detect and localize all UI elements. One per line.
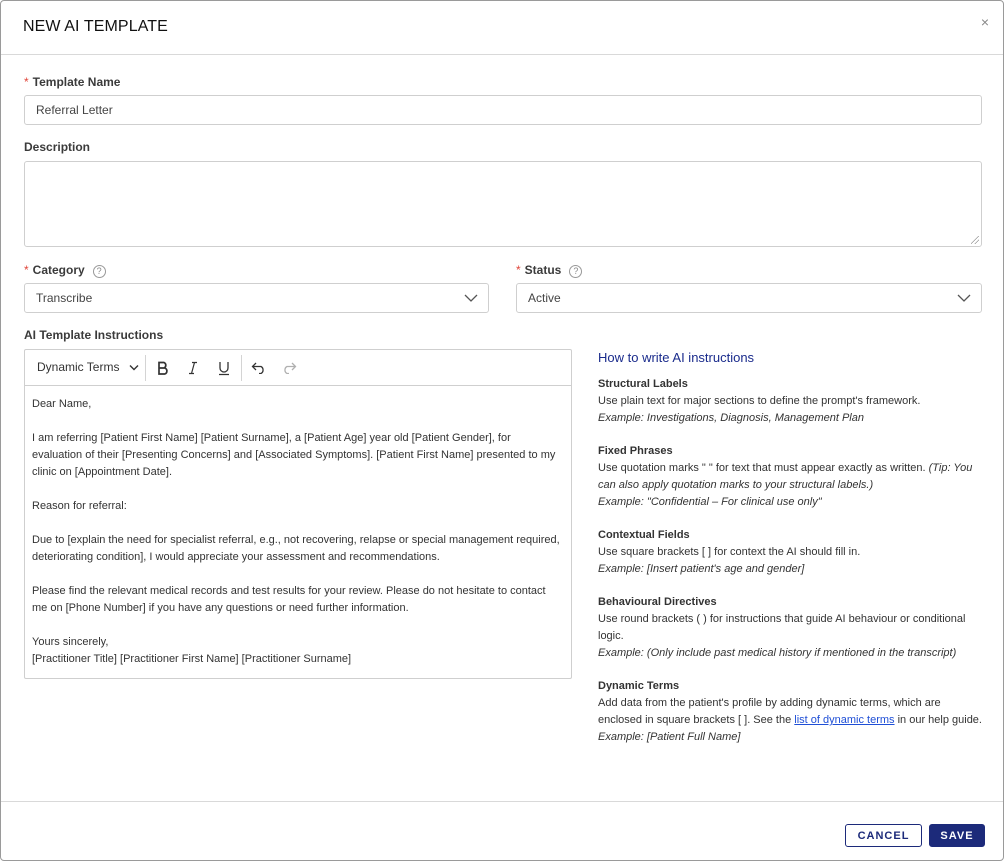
resize-grip-icon[interactable] — [971, 236, 979, 244]
help-title: How to write AI instructions — [598, 350, 755, 365]
help-section-heading: Dynamic Terms — [598, 680, 680, 692]
editor-paragraph: [Practitioner Title] [Practitioner First Name] [Practitioner Surname] — [32, 653, 352, 665]
instructions-label: AI Template Instructions — [24, 328, 164, 342]
template-name-input[interactable] — [24, 95, 982, 125]
editor-paragraph: I am referring [Patient First Name] [Patient Surname], a [Patient Age] year old [Patient Gender], for evaluation of their [Presenting Concerns] and [Associated Symptoms]. [Patient First Name] presented to my clinic on [Appointment Date]. — [32, 432, 556, 478]
toolbar-divider — [145, 355, 146, 381]
editor-paragraph: Yours sincerely, — [32, 636, 109, 648]
help-section-text: Use quotation marks " " for text that must appear exactly as written. — [598, 462, 926, 474]
status-select[interactable] — [516, 283, 982, 313]
help-section-heading: Behavioural Directives — [598, 596, 717, 608]
help-section-example: Example: Investigations, Diagnosis, Management Plan — [598, 412, 864, 424]
dialog-title: NEW AI TEMPLATE — [23, 18, 168, 35]
italic-icon — [186, 361, 200, 375]
redo-icon — [281, 362, 297, 374]
editor-paragraph: Please find the relevant medical records and test results for your review. Please do not hesitate to contact me on [Phone Number] if you have any questions or need further information. — [32, 585, 546, 614]
undo-button[interactable] — [248, 358, 270, 378]
template-name-label-text: Template Name — [32, 75, 121, 89]
required-marker: * — [24, 75, 29, 89]
help-section-heading: Structural Labels — [598, 378, 688, 390]
redo-button[interactable] — [278, 358, 300, 378]
help-circle-icon[interactable]: ? — [569, 265, 582, 278]
help-section-text: Use plain text for major sections to define the prompt's framework. — [598, 395, 921, 407]
help-section-text: Add data from the patient's profile by adding dynamic terms, which are enclosed in square brackets [ ]. See the — [598, 697, 941, 726]
help-section-contextual-fields — [598, 527, 983, 578]
description-textarea[interactable] — [24, 161, 982, 247]
help-section-structural-labels — [598, 376, 983, 427]
editor-paragraph: Reason for referral: — [32, 500, 127, 512]
bold-icon — [156, 361, 170, 375]
help-section-example: Example: (Only include past medical history if mentioned in the transcript) — [598, 647, 957, 659]
description-label: Description — [24, 140, 91, 154]
close-icon[interactable]: × — [980, 14, 989, 30]
italic-button[interactable] — [182, 358, 204, 378]
status-label-text: Status — [524, 263, 562, 277]
required-marker: * — [516, 263, 521, 277]
category-value: Transcribe — [36, 291, 93, 305]
help-circle-icon[interactable]: ? — [93, 265, 106, 278]
save-button[interactable]: SAVE — [929, 824, 985, 847]
chevron-down-icon — [957, 293, 971, 303]
chevron-down-icon — [129, 364, 139, 371]
status-value: Active — [528, 291, 561, 305]
required-marker: * — [24, 263, 29, 277]
editor-content[interactable] — [32, 396, 561, 668]
editor-paragraph: Dear Name, — [32, 398, 92, 410]
help-section-text: in our help guide. — [894, 714, 982, 726]
help-section-tip: (Tip: You can also apply quotation marks to your structural labels.) — [598, 462, 973, 491]
category-select[interactable] — [24, 283, 489, 313]
editor-toolbar — [25, 350, 571, 386]
bold-button[interactable] — [152, 358, 174, 378]
undo-icon — [251, 362, 267, 374]
category-label — [24, 263, 106, 278]
dynamic-terms-link[interactable]: list of dynamic terms — [794, 714, 895, 726]
status-label — [516, 263, 582, 278]
help-section-text: Use square brackets [ ] for context the AI should fill in. — [598, 546, 861, 558]
dialog-header — [1, 1, 1003, 55]
instructions-help-panel — [598, 349, 983, 762]
help-section-text: Use round brackets ( ) for instructions that guide AI behaviour or conditional logic. — [598, 613, 966, 642]
help-section-example: Example: [Patient Full Name] — [598, 731, 741, 743]
help-section-text-block — [598, 695, 983, 729]
help-section-heading: Fixed Phrases — [598, 445, 673, 457]
help-section-dynamic-terms — [598, 678, 983, 746]
toolbar-divider — [241, 355, 242, 381]
help-section-behavioural-directives — [598, 594, 983, 662]
underline-icon — [217, 361, 231, 376]
help-section-text-block — [598, 460, 983, 494]
cancel-button[interactable]: CANCEL — [845, 824, 922, 847]
dynamic-terms-dropdown[interactable] — [37, 360, 139, 374]
help-section-heading: Contextual Fields — [598, 529, 690, 541]
help-section-example: Example: "Confidential – For clinical use only" — [598, 496, 822, 508]
chevron-down-icon — [464, 293, 478, 303]
help-section-example: Example: [Insert patient's age and gender] — [598, 563, 805, 575]
category-label-text: Category — [32, 263, 85, 277]
template-name-label — [24, 75, 120, 89]
instructions-editor — [24, 349, 572, 679]
editor-paragraph: Due to [explain the need for specialist referral, e.g., not recovering, relapse or special management required, deteriorating condition], I would appreciate your assessment and recommendations. — [32, 534, 560, 563]
help-section-fixed-phrases — [598, 443, 983, 511]
dynamic-terms-label: Dynamic Terms — [37, 360, 120, 374]
template-name-value: Referral Letter — [36, 103, 113, 117]
underline-button[interactable] — [213, 358, 235, 378]
